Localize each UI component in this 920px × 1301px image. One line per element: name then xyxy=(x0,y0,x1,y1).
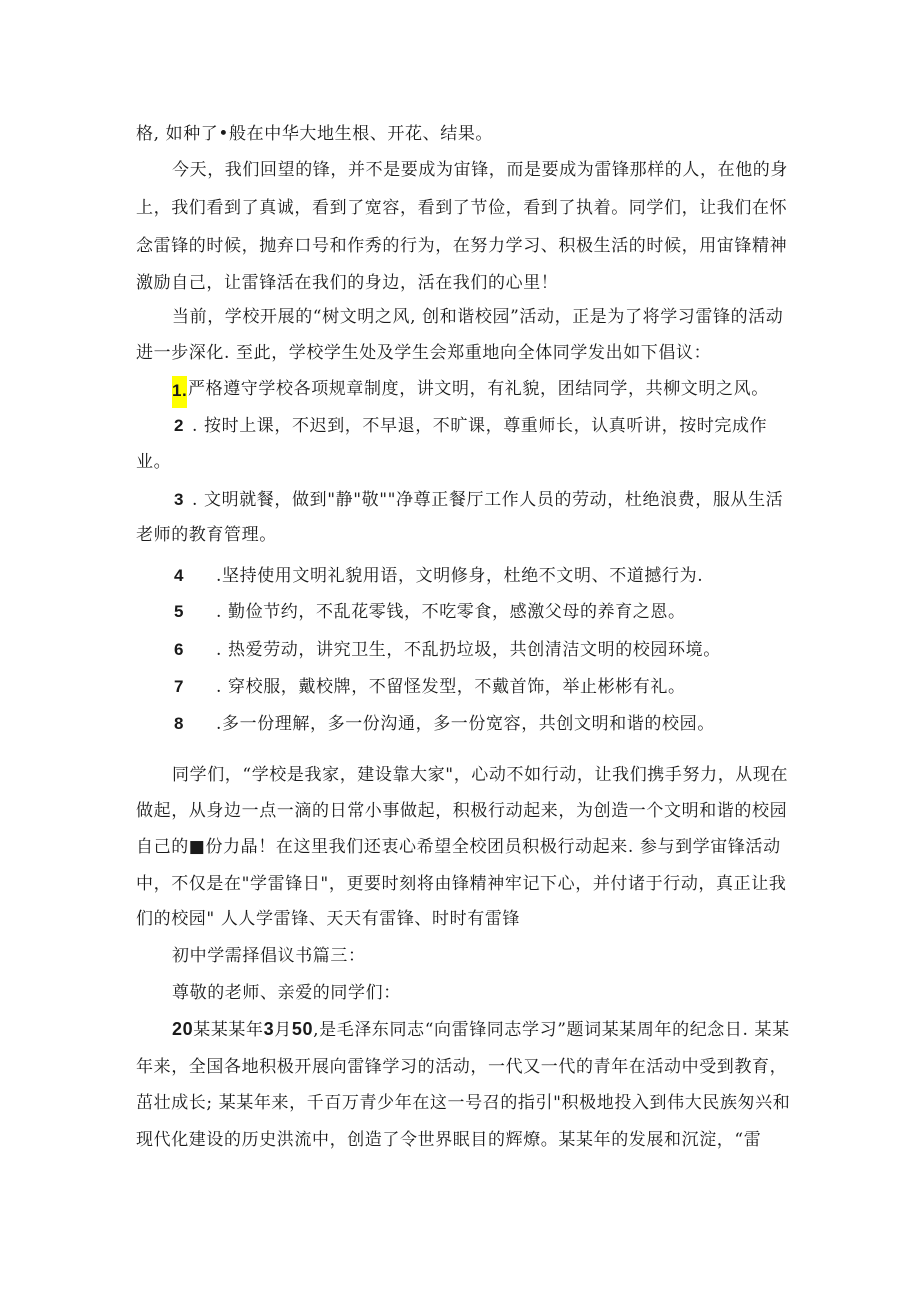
list-item-number: 5 xyxy=(174,602,185,621)
line-rest: ,是毛泽东同志“向雷锋同志学习”题词某某周年的纪念日. 某某 xyxy=(313,1020,790,1040)
paragraph-line xyxy=(0,871,920,897)
list-item-text: .多一份理解，多一份沟通，多一份宽容，共创文明和谐的校园。 xyxy=(216,714,715,734)
list-item-continuation xyxy=(0,449,920,475)
list-item-text: . 穿校服，戴校牌，不留怪发型，不戴首饰，举止彬彬有礼。 xyxy=(216,677,686,697)
paragraph-line xyxy=(0,834,920,860)
line-text: 念雷锋的时候，抛弃口号和作秀的行为，在努力学习、积极生活的时候，用宙锋精神 xyxy=(136,236,788,256)
line-text xyxy=(172,1016,790,1043)
paragraph-line xyxy=(0,304,920,330)
month-word: 月 xyxy=(274,1020,292,1040)
paragraph-line xyxy=(0,762,920,788)
section-title-text: 初中学需择倡议书篇三： xyxy=(172,946,366,966)
list-item-number: 1. xyxy=(172,376,187,408)
list-item xyxy=(0,637,920,663)
list-item-number: 3 xyxy=(174,490,185,509)
list-item-number: 7 xyxy=(174,677,185,696)
year-word: 某某某年 xyxy=(193,1020,264,1040)
year-number: 20 xyxy=(172,1019,194,1039)
line-text: 当前，学校开展的“树文明之风, 创和谐校园”活动，正是为了将学习雷锋的活动 xyxy=(172,307,784,327)
line-text: 上，我们看到了真诚，看到了宽容，看到了节俭，看到了执着。同学们，让我们在怀 xyxy=(136,198,788,218)
list-item xyxy=(0,487,920,513)
paragraph-line xyxy=(0,906,920,932)
list-item-text: . 热爱劳动，讲究卫生，不乱扔垃圾，共创清洁文明的校园环境。 xyxy=(216,640,721,660)
line-text: 同学们，“学校是我家，建设靠大家"，心动不如行动，让我们携手努力，从现在 xyxy=(172,765,789,785)
line-text: 中，不仅是在"学雷锋日"，更要时刻将由锋精神牢记下心，并付诸于行动，真正让我 xyxy=(136,874,787,894)
paragraph-line xyxy=(0,1054,920,1080)
paragraph-line xyxy=(0,121,920,147)
paragraph-line xyxy=(0,1127,920,1153)
line-text: 茁壮成长; 某某年来，千百万青少年在这一号召的指引"积极地投入到伟大民族匆兴和 xyxy=(136,1093,791,1113)
list-item-text: . 按时上课，不迟到，不早退，不旷课，尊重师长，认真听讲，按时完成作 xyxy=(192,416,768,436)
line-text: 们的校园" 人人学雷锋、天天有雷锋、时时有雷锋 xyxy=(136,909,521,929)
salutation-text: 尊敬的老师、亲爱的同学们： xyxy=(172,983,401,1003)
line-text: 格, 如种了•般在中华大地生根、开花、结果。 xyxy=(136,124,494,144)
list-item-number: 4 xyxy=(174,566,185,585)
list-item-text: 严格遵守学校各项规章制度，讲文明，有礼貌，团结同学，共柳文明之风。 xyxy=(188,379,769,399)
list-item-number: 2 xyxy=(174,416,185,435)
paragraph-line xyxy=(0,1016,920,1042)
list-item-text: . 文明就餐，做到"静"敬""净尊正餐厅工作人员的劳动，杜绝浪费，服从生活 xyxy=(192,490,784,510)
paragraph-line xyxy=(0,195,920,221)
salutation xyxy=(0,980,920,1006)
list-item-text: 业。 xyxy=(136,452,172,472)
line-text: 进一步深化. 至此，学校学生处及学生会郑重地向全体同学发出如下倡议： xyxy=(136,343,712,363)
list-item xyxy=(0,413,920,439)
list-item-text: 老师的教育管理。 xyxy=(136,525,277,545)
line-text: 年来，全国各地积极开展向雷锋学习的活动，一代又一代的青年在活动中受到教育， xyxy=(136,1057,788,1077)
line-text: 做起，从身边一点一滴的日常小事做起，积极行动起来，为创造一个文明和谐的校园 xyxy=(136,801,788,821)
list-item xyxy=(0,563,920,589)
line-text: 自己的■份力晶！在这里我们还衷心希望全校团员积极行动起来. 参与到学宙锋活动 xyxy=(136,837,781,857)
list-item-number: 8 xyxy=(174,714,185,733)
paragraph-line xyxy=(0,798,920,824)
list-item xyxy=(0,599,920,625)
paragraph-line xyxy=(0,270,920,296)
line-text: 现代化建设的历史洪流中，创造了令世界眠目的辉燎。某某年的发展和沉淀，“雷 xyxy=(136,1130,762,1150)
day-number: 50 xyxy=(291,1019,314,1039)
section-title xyxy=(0,943,920,969)
list-item xyxy=(0,376,920,402)
line-text: 今天，我们回望的锋，并不是要成为宙锋，而是要成为雷锋那样的人，在他的身 xyxy=(172,160,788,180)
list-item xyxy=(0,674,920,700)
list-item-text: .坚持使用文明礼貌用语，文明修身，杜绝不文明、不道撼行为. xyxy=(216,566,704,586)
list-item-number: 6 xyxy=(174,640,185,659)
paragraph-line xyxy=(0,233,920,259)
list-item-continuation xyxy=(0,522,920,548)
month-number: 3 xyxy=(263,1019,275,1039)
list-item xyxy=(0,711,920,737)
paragraph-line xyxy=(0,340,920,366)
list-item-text: . 勤俭节约，不乱花零钱，不吃零食，感激父母的养育之恩。 xyxy=(216,602,686,622)
line-text: 激励自己，让雷锋活在我们的身边，活在我们的心里！ xyxy=(136,273,559,293)
paragraph-line xyxy=(0,157,920,183)
paragraph-line xyxy=(0,1090,920,1116)
